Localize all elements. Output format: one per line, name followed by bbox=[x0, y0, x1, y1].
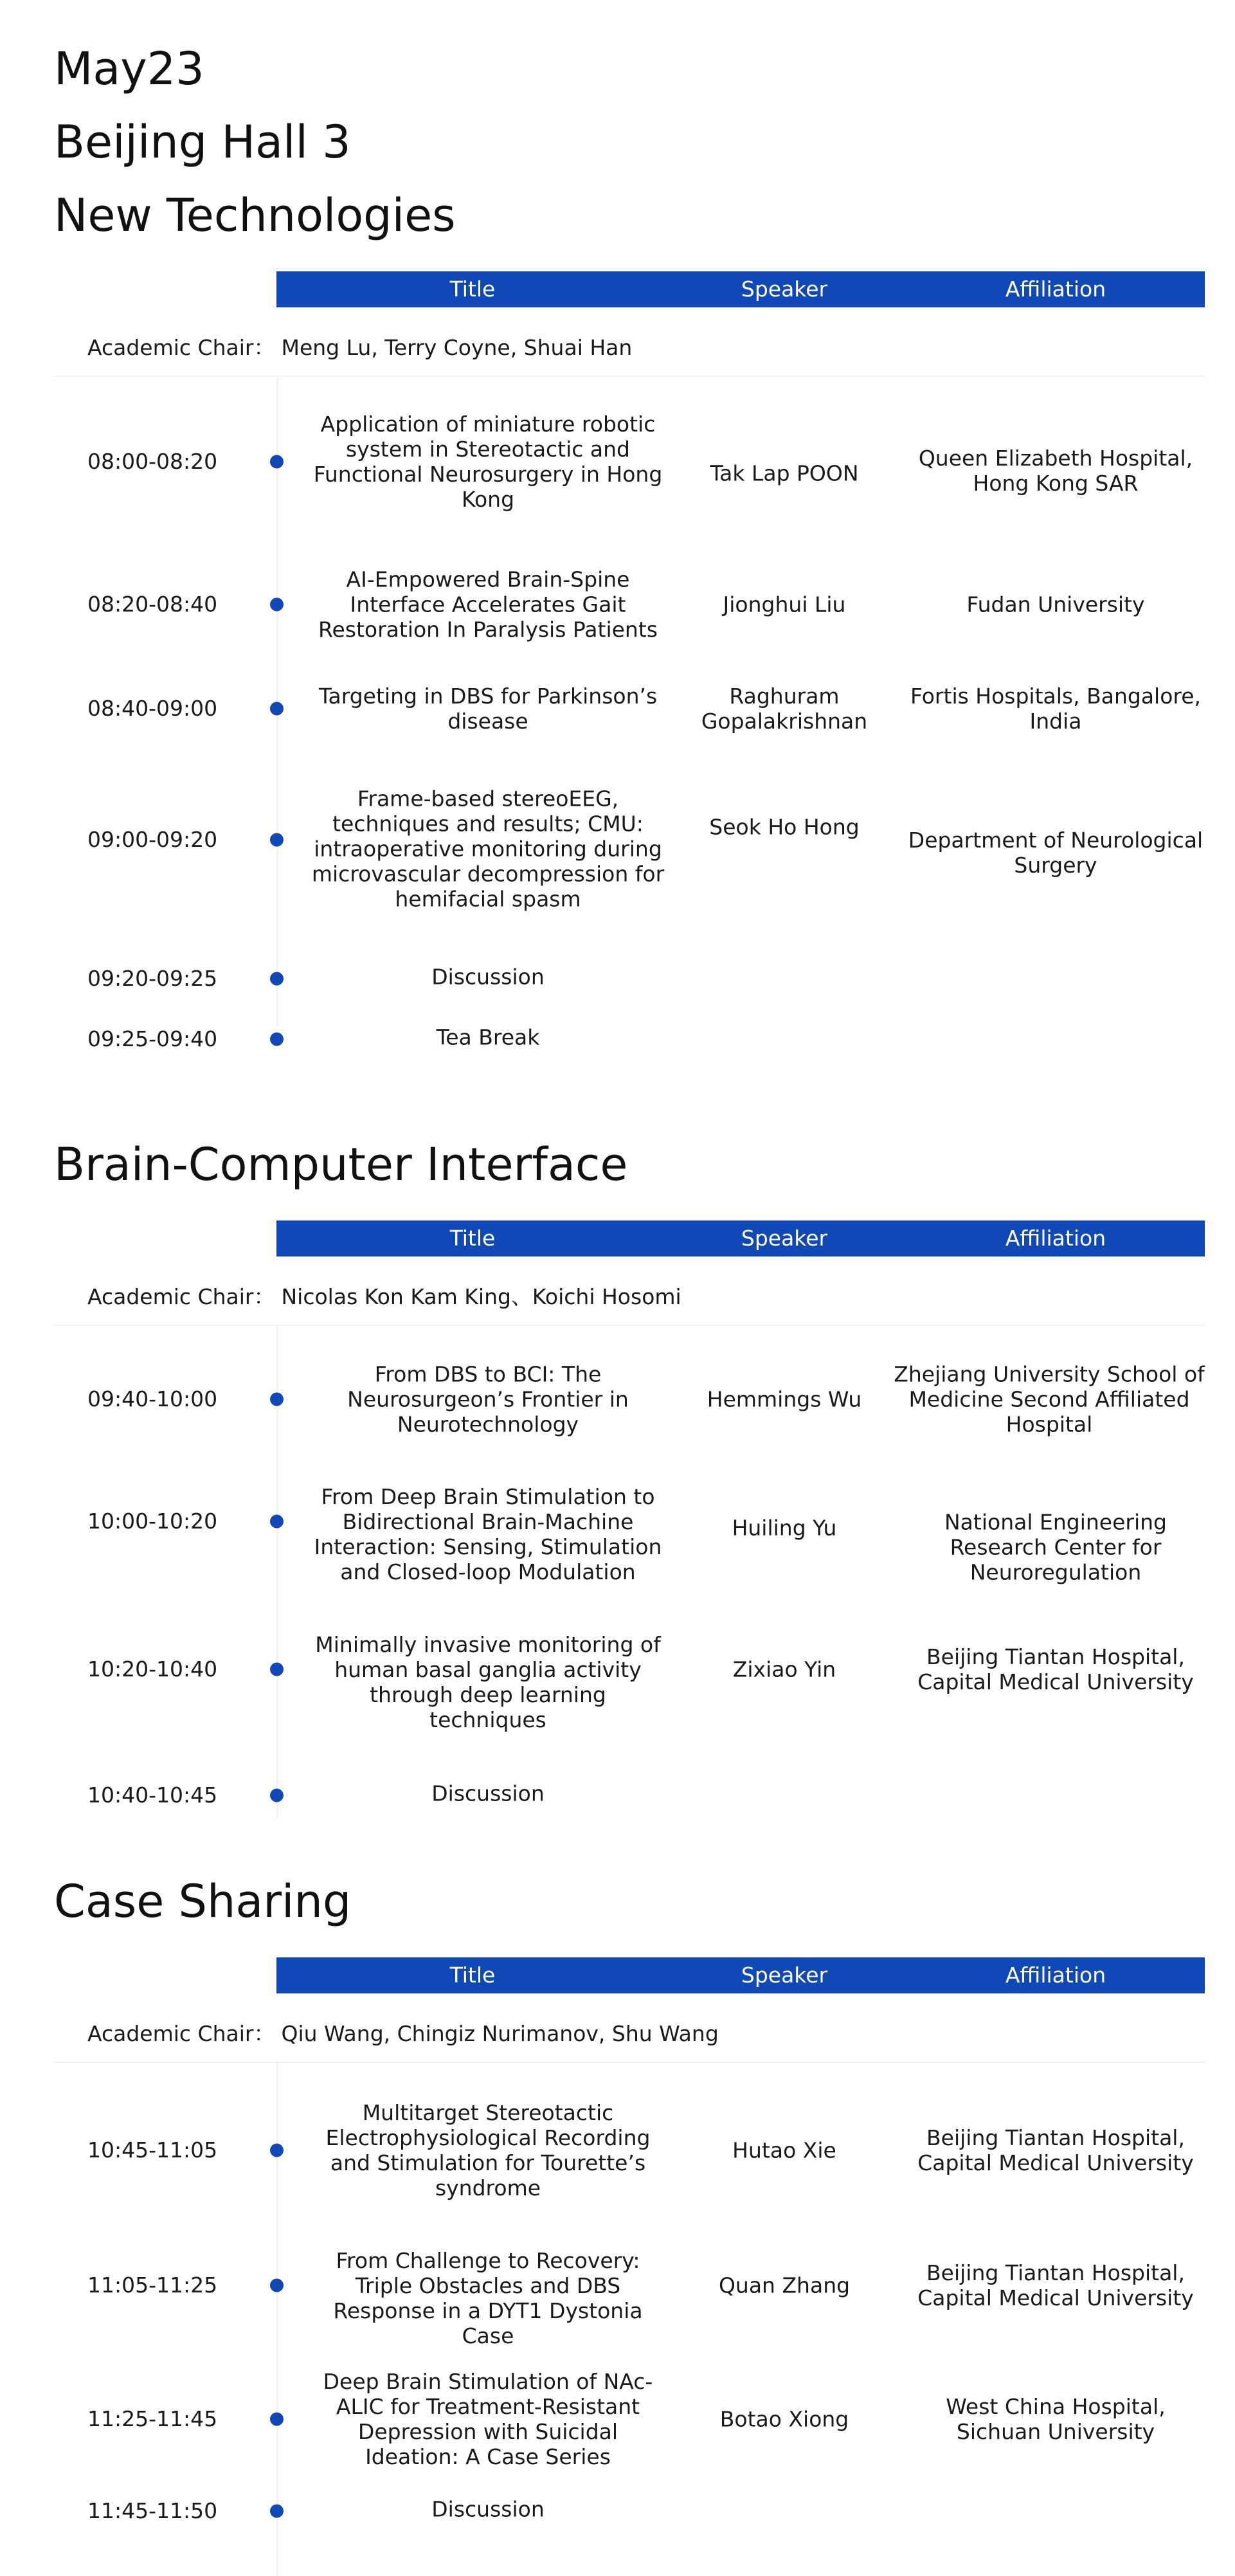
row-time: 08:40-09:00 bbox=[87, 696, 218, 721]
row-time: 10:45-11:05 bbox=[87, 2137, 218, 2163]
row-title: Application of miniature robotic system in Stereotactic and Functional Neurosurgery in Hong Kong bbox=[313, 412, 663, 512]
column-header-bar bbox=[276, 1220, 1205, 1256]
row-time: 11:25-11:45 bbox=[87, 2406, 218, 2431]
column-title: Title bbox=[449, 1226, 496, 1251]
timeline-dot bbox=[270, 2144, 284, 2157]
row-speaker: Seok Ho Hong bbox=[709, 814, 860, 840]
row-speaker: Raghuram Gopalakrishnan bbox=[701, 684, 868, 734]
row-affiliation: Queen Elizabeth Hospital, Hong Kong SAR bbox=[918, 446, 1193, 496]
academic-chair bbox=[87, 1281, 681, 1313]
row-time: 09:25-09:40 bbox=[87, 1026, 218, 1051]
row-speaker: Jionghui Liu bbox=[723, 592, 846, 617]
timeline-dot bbox=[270, 972, 284, 986]
column-affiliation: Affiliation bbox=[1005, 277, 1106, 302]
timeline-dot bbox=[270, 2413, 284, 2426]
row-title: Minimally invasive monitoring of human basal ganglia activity through deep learning techniques bbox=[315, 1632, 661, 1732]
date-heading: May23 bbox=[54, 42, 204, 95]
row-time: 09:20-09:25 bbox=[87, 966, 218, 991]
row-speaker: Tak Lap POON bbox=[710, 460, 859, 486]
chair-label: Academic Chair： bbox=[87, 2021, 275, 2046]
row-title: Discussion bbox=[431, 964, 545, 990]
row-title: Discussion bbox=[431, 2496, 545, 2522]
section-brain-computer-interface bbox=[0, 1136, 1235, 1824]
row-speaker: Hemmings Wu bbox=[707, 1386, 862, 1412]
row-affiliation: National Engineering Research Center for Neuroregulation bbox=[944, 1509, 1167, 1585]
column-header-bar bbox=[276, 271, 1205, 307]
timeline-dot bbox=[270, 2279, 284, 2292]
section-new-technologies bbox=[0, 186, 1235, 1051]
chair-names: Meng Lu, Terry Coyne, Shuai Han bbox=[281, 335, 633, 360]
column-speaker: Speaker bbox=[741, 277, 828, 302]
row-title: Deep Brain Stimulation of NAc-ALIC for Treatment-Resistant Depression with Suicidal Ideation: A Case Series bbox=[323, 2369, 653, 2469]
column-speaker: Speaker bbox=[741, 1226, 828, 1251]
row-affiliation: Department of Neurological Surgery bbox=[908, 828, 1203, 878]
venue-heading: Beijing Hall 3 bbox=[54, 116, 351, 168]
row-time: 08:20-08:40 bbox=[87, 592, 218, 617]
column-header-bar bbox=[276, 1957, 1205, 1993]
row-speaker: Zixiao Yin bbox=[732, 1656, 836, 1682]
timeline-dot bbox=[270, 702, 284, 716]
row-time: 10:00-10:20 bbox=[87, 1509, 218, 1534]
row-title: Discussion bbox=[431, 1781, 545, 1806]
row-title: AI-Empowered Brain-Spine Interface Accelerates Gait Restoration In Paralysis Patients bbox=[318, 567, 658, 642]
row-speaker: Botao Xiong bbox=[719, 2406, 849, 2432]
row-title: From DBS to BCI: The Neurosurgeon’s Frontier in Neurotechnology bbox=[347, 1361, 629, 1437]
column-speaker: Speaker bbox=[741, 1963, 828, 1988]
row-time: 10:20-10:40 bbox=[87, 1656, 218, 1682]
column-title: Title bbox=[449, 1963, 496, 1988]
row-affiliation: Beijing Tiantan Hospital, Capital Medical University bbox=[917, 2260, 1194, 2310]
chair-label: Academic Chair： bbox=[87, 1284, 275, 1309]
row-title: Frame-based stereoEEG, techniques and results; CMU: intraoperative monitoring during microvascular decompression for hemifacial spasm bbox=[311, 786, 665, 912]
section-title: Case Sharing bbox=[54, 1875, 352, 1928]
row-time: 10:40-10:45 bbox=[87, 1782, 218, 1808]
column-affiliation: Affiliation bbox=[1005, 1963, 1106, 1988]
timeline-line bbox=[276, 2063, 278, 2576]
chair-label: Academic Chair： bbox=[87, 335, 275, 360]
section-case-sharing bbox=[0, 1873, 1235, 2576]
column-title: Title bbox=[449, 277, 496, 302]
timeline-dot bbox=[270, 2505, 284, 2518]
row-speaker: Quan Zhang bbox=[718, 2272, 851, 2298]
row-affiliation: Beijing Tiantan Hospital, Capital Medical University bbox=[917, 1644, 1194, 1694]
academic-chair bbox=[87, 2018, 719, 2050]
academic-chair bbox=[87, 332, 632, 364]
timeline-dot bbox=[270, 1033, 284, 1046]
chair-names: Qiu Wang, Chingiz Nurimanov, Shu Wang bbox=[281, 2021, 719, 2046]
row-title: Tea Break bbox=[436, 1024, 540, 1050]
separator bbox=[54, 2062, 1205, 2063]
row-time: 09:00-09:20 bbox=[87, 827, 218, 852]
row-affiliation: West China Hospital, Sichuan University bbox=[946, 2394, 1166, 2444]
row-affiliation: Fudan University bbox=[966, 592, 1145, 617]
row-speaker: Hutao Xie bbox=[732, 2137, 836, 2163]
row-speaker: Huiling Yu bbox=[732, 1515, 837, 1541]
row-time: 09:40-10:00 bbox=[87, 1386, 218, 1411]
timeline-dot bbox=[270, 833, 284, 847]
timeline-dot bbox=[270, 598, 284, 612]
timeline-dot bbox=[270, 1789, 284, 1802]
timeline-dot bbox=[270, 1515, 284, 1528]
timeline-dot bbox=[270, 1663, 284, 1676]
row-affiliation: Zhejiang University School of Medicine Second Affiliated Hospital bbox=[894, 1361, 1205, 1437]
column-affiliation: Affiliation bbox=[1005, 1226, 1106, 1251]
section-title: Brain-Computer Interface bbox=[54, 1138, 628, 1191]
row-time: 11:05-11:25 bbox=[87, 2272, 218, 2298]
row-title: Multitarget Stereotactic Electrophysiological Recording and Stimulation for Tourette’s syndrome bbox=[325, 2100, 651, 2200]
section-title: New Technologies bbox=[54, 189, 456, 242]
row-affiliation: Fortis Hospitals, Bangalore, India bbox=[910, 684, 1202, 734]
row-affiliation: Beijing Tiantan Hospital, Capital Medical University bbox=[917, 2125, 1194, 2175]
separator bbox=[54, 376, 1205, 377]
separator bbox=[54, 1325, 1205, 1326]
row-time: 11:45-11:50 bbox=[87, 2498, 218, 2523]
row-title: Targeting in DBS for Parkinson’s disease bbox=[318, 684, 658, 734]
row-title: From Deep Brain Stimulation to Bidirectional Brain-Machine Interaction: Sensing, Stimulation and Closed-loop Modulation bbox=[314, 1484, 662, 1584]
row-title: From Challenge to Recovery: Triple Obstacles and DBS Response in a DYT1 Dystonia Case bbox=[333, 2248, 643, 2348]
chair-names: Nicolas Kon Kam King、Koichi Hosomi bbox=[281, 1284, 681, 1309]
row-time: 08:00-08:20 bbox=[87, 449, 218, 474]
timeline-dot bbox=[270, 1393, 284, 1406]
timeline-dot bbox=[270, 455, 284, 469]
